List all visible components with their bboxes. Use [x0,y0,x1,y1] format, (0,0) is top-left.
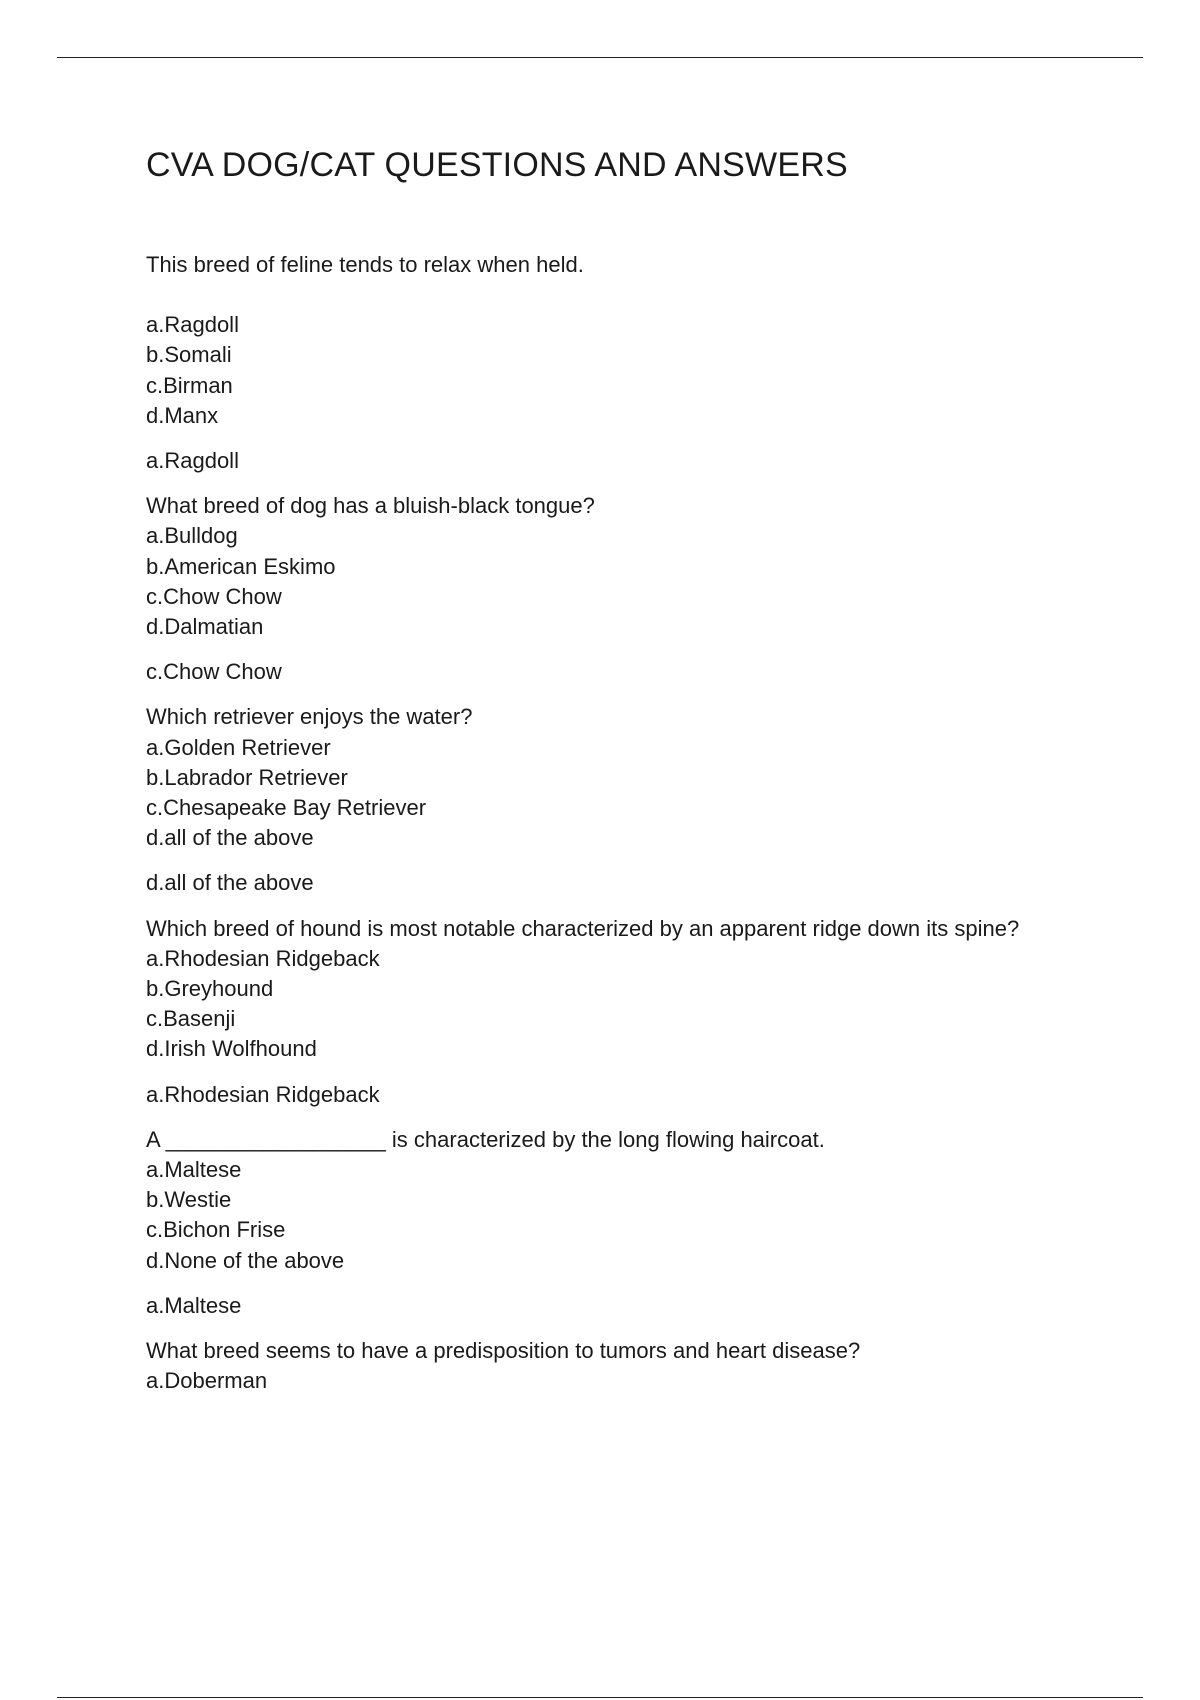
answer-options [146,1155,1046,1276]
question-block [146,914,1046,1110]
option-item: b.Labrador Retriever [146,764,348,790]
option-item: d.Dalmatian [146,614,264,640]
option-item: a.Golden Retriever [146,734,331,760]
option-item: d.all of the above [146,825,314,851]
correct-answer: a.Maltese [146,1292,242,1318]
answer-options [146,1366,1046,1396]
option-item: a.Ragdoll [146,312,239,338]
option-item: a.Bulldog [146,523,238,549]
question-text: A __________________ is characterized by the long flowing haircoat. [146,1126,825,1152]
option-item: c.Chesapeake Bay Retriever [146,795,427,821]
question-block [146,250,1046,476]
option-item: d.None of the above [146,1247,345,1273]
correct-answer: c.Chow Chow [146,659,282,685]
option-item: a.Maltese [146,1157,242,1183]
option-item: c.Chow Chow [146,583,282,609]
correct-answer: d.all of the above [146,870,314,896]
question-text: What breed seems to have a predisposition to tumors and heart disease? [146,1338,861,1364]
document-body [146,250,1046,1397]
question-text: What breed of dog has a bluish-black tongue? [146,493,595,519]
option-item: b.American Eskimo [146,553,336,579]
option-item: b.Westie [146,1187,232,1213]
correct-answer: a.Ragdoll [146,448,239,474]
question-text: This breed of feline tends to relax when held. [146,252,584,277]
question-block [146,491,1046,687]
question-text: Which breed of hound is most notable characterized by an apparent ridge down its spine? [146,915,1020,941]
top-divider [57,57,1143,58]
answer-options [146,310,1046,431]
option-item: a.Rhodesian Ridgeback [146,945,380,971]
question-block [146,1125,1046,1321]
question-block [146,702,1046,898]
option-item: c.Basenji [146,1006,236,1032]
option-item: d.Irish Wolfhound [146,1036,317,1062]
option-item: c.Birman [146,372,233,398]
correct-answer: a.Rhodesian Ridgeback [146,1081,380,1107]
option-item: b.Greyhound [146,976,274,1002]
question-block [146,1336,1046,1396]
option-item: c.Bichon Frise [146,1217,286,1243]
question-text: Which retriever enjoys the water? [146,704,473,730]
option-item: a.Doberman [146,1368,268,1394]
bottom-divider [57,1697,1143,1698]
option-item: d.Manx [146,402,219,428]
answer-options [146,521,1046,642]
option-item: b.Somali [146,342,232,368]
answer-options [146,944,1046,1065]
answer-options [146,733,1046,854]
document-title: CVA DOG/CAT QUESTIONS AND ANSWERS [146,146,848,184]
